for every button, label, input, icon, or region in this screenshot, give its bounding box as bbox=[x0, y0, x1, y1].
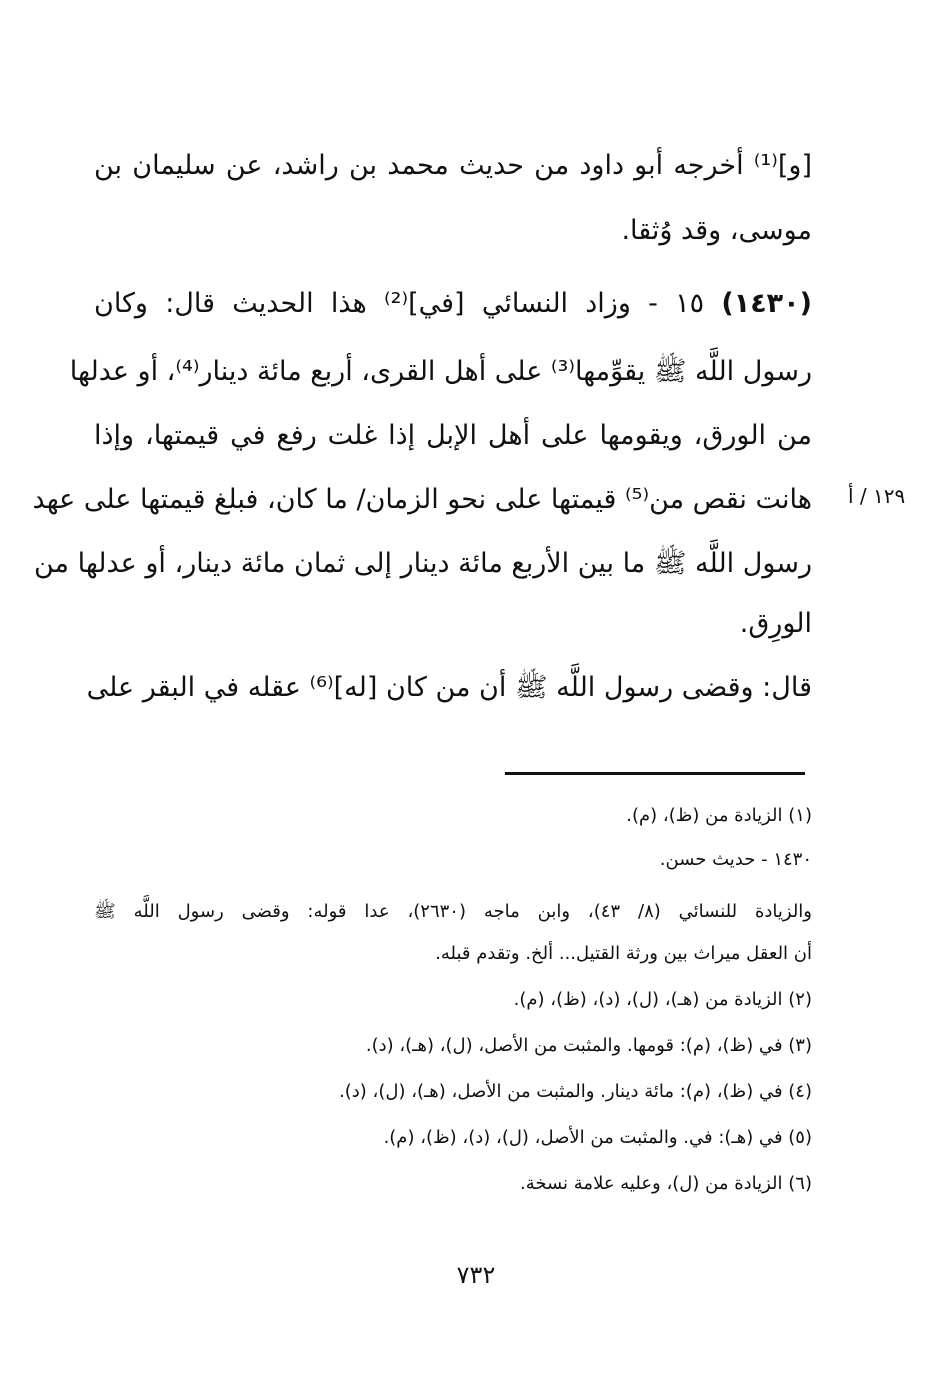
footnote: (٣) في (ظ)، (م): قومها. والمثبت من الأصل، (ل)، (هـ)، (د). bbox=[365, 1035, 812, 1056]
footnote: (٢) الزيادة من (هـ)، (ل)، (د)، (ظ)، (م). bbox=[513, 989, 812, 1010]
main-text-line: من الورق، ويقومها على أهل الإبل إذا غلت رفع في قيمتها، وإذا bbox=[94, 420, 812, 451]
main-text-line: رسول اللَّه ﷺ يقوِّمها⁽³⁾ على أهل القرى، أربع مائة دينار⁽⁴⁾، أو عدلها bbox=[69, 356, 812, 387]
hadith-number: (١٤٣٠) bbox=[721, 288, 812, 319]
footnote: (٥) في (هـ): في. والمثبت من الأصل، (ل)، (د)، (ظ)، (م). bbox=[383, 1127, 812, 1148]
main-text-line: هانت نقص من⁽⁵⁾ قيمتها على نحو الزمان/ ما كان، فبلغ قيمتها على عهد bbox=[32, 484, 812, 515]
main-text-line: موسى، وقد وُثقا. bbox=[621, 215, 812, 246]
footnote-separator bbox=[505, 772, 805, 775]
footnote: (١) الزيادة من (ظ)، (م). bbox=[626, 805, 812, 826]
manuscript-folio-marker: ١٢٩ / أ bbox=[848, 484, 906, 508]
main-text-line: قال: وقضى رسول اللَّه ﷺ أن من كان [له]⁽⁶⁾ عقله في البقر على bbox=[86, 672, 812, 703]
footnote: ١٤٣٠ - حديث حسن. bbox=[659, 849, 812, 870]
main-text-line: رسول اللَّه ﷺ ما بين الأربع مائة دينار إلى ثمان مائة دينار، أو عدلها من bbox=[34, 548, 812, 579]
main-text-line: [و]⁽¹⁾ أخرجه أبو داود من حديث محمد بن راشد، عن سليمان بن bbox=[94, 150, 812, 181]
hadith-1430-opening-line bbox=[94, 284, 812, 324]
footnote: والزيادة للنسائي (٨/ ٤٣)، وابن ماجه (٢٦٣٠)، عدا قوله: وقضى رسول اللَّه ﷺ bbox=[94, 901, 812, 922]
footnote: (٤) في (ظ)، (م): مائة دينار. والمثبت من الأصل، (هـ)، (ل)، (د). bbox=[339, 1081, 812, 1102]
footnote: (٦) الزيادة من (ل)، وعليه علامة نسخة. bbox=[520, 1173, 812, 1194]
main-text-segment: ١٥ - وزاد النسائي [في]⁽²⁾ هذا الحديث قال: وكان bbox=[94, 288, 705, 319]
page-number: ٧٣٢ bbox=[456, 1261, 496, 1289]
main-text-line: الورِق. bbox=[739, 608, 812, 639]
footnote: أن العقل ميراث بين ورثة القتيل... ألخ. وتقدم قبله. bbox=[435, 943, 812, 964]
